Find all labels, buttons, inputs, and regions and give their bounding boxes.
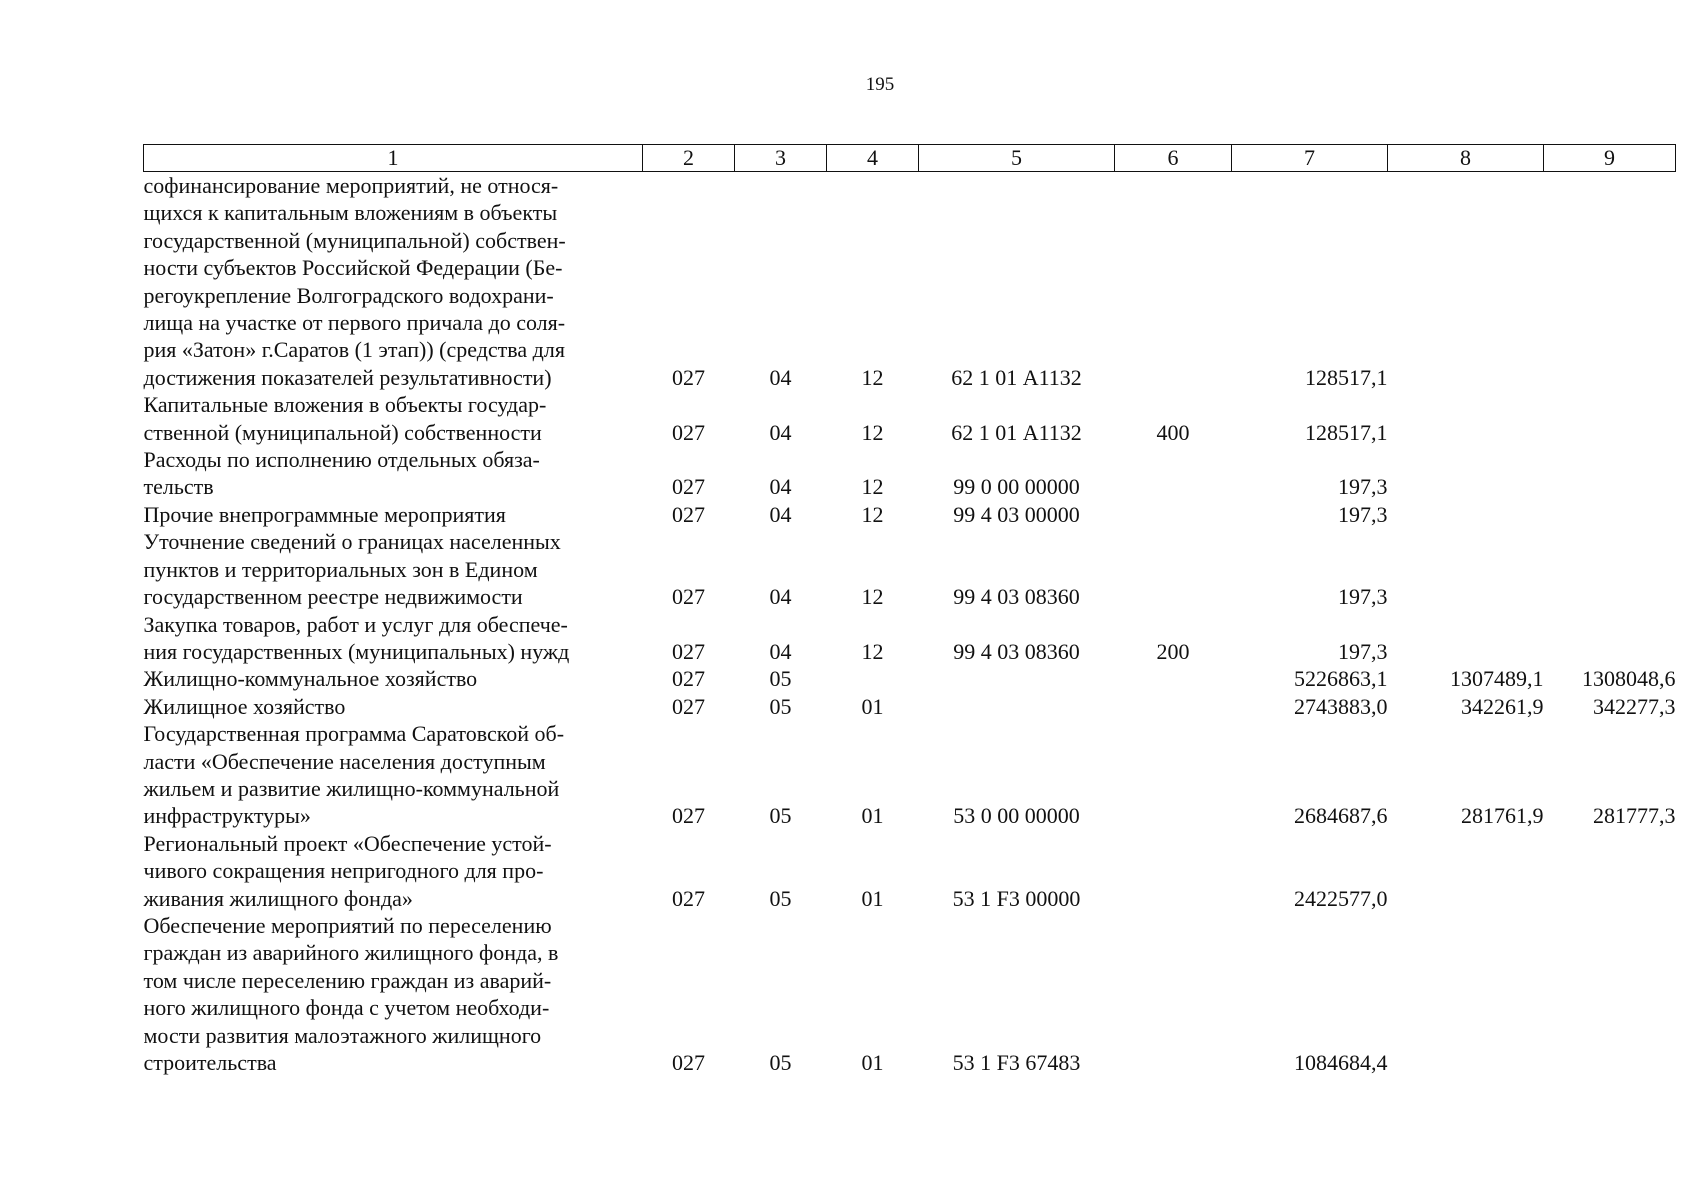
amount-cell <box>1388 446 1544 501</box>
description-line: ственной (муниципальной) собственности <box>143 419 542 445</box>
row-description <box>144 446 643 501</box>
target-article-cell <box>919 693 1115 720</box>
expense-type-cell <box>1115 446 1232 501</box>
section-code-cell: 05 <box>769 693 792 719</box>
subsection-code-cell: 01 <box>861 693 884 719</box>
ministry-code-cell: 027 <box>672 501 705 527</box>
ministry-code-cell: 027 <box>672 1050 705 1075</box>
section-code-cell: 04 <box>769 501 792 527</box>
description-line: Расходы по исполнению отдельных обяза- <box>143 447 540 473</box>
section-code-cell: 04 <box>769 419 792 445</box>
expense-type-cell <box>1115 172 1232 392</box>
column-header: 2 <box>643 145 735 172</box>
amount-cell: 5226863,1 <box>1294 666 1388 692</box>
subsection-code-cell: 12 <box>861 638 884 664</box>
budget-table <box>143 144 1676 1076</box>
expense-type-cell <box>1115 665 1232 692</box>
target-article-cell: 53 1 F3 00000 <box>952 885 1081 911</box>
description-line: Жилищно-коммунальное хозяйство <box>143 666 478 692</box>
description-line: живания жилищного фонда» <box>143 885 413 911</box>
description-line: инфраструктуры» <box>143 803 311 829</box>
amount-cell <box>1544 528 1676 610</box>
target-article-cell: 62 1 01 А1132 <box>951 419 1082 445</box>
description-line: Капитальные вложения в объекты государ- <box>143 392 547 418</box>
amount-cell: 281777,3 <box>1593 803 1676 829</box>
target-article-cell: 99 4 03 08360 <box>953 584 1080 610</box>
table-row <box>144 172 1676 392</box>
description-line: лища на участке от первого причала до соля- <box>143 310 566 336</box>
expense-type-cell <box>1115 912 1232 1076</box>
description-line: государственном реестре недвижимости <box>143 584 523 610</box>
subsection-code-cell: 12 <box>861 584 884 610</box>
row-description <box>144 665 643 692</box>
amount-cell: 2743883,0 <box>1294 693 1388 719</box>
column-header: 1 <box>144 145 643 172</box>
amount-cell <box>1544 912 1676 1076</box>
table-row <box>144 665 1676 692</box>
column-header: 9 <box>1544 145 1676 172</box>
ministry-code-cell: 027 <box>672 666 705 692</box>
description-line: щихся к капитальным вложениям в объекты <box>143 200 558 226</box>
column-header: 7 <box>1232 145 1388 172</box>
subsection-code-cell: 01 <box>861 1050 884 1075</box>
ministry-code-cell: 027 <box>672 364 705 390</box>
ministry-code-cell: 027 <box>672 474 705 500</box>
amount-cell: 2684687,6 <box>1294 803 1388 829</box>
description-line: Государственная программа Саратовской об- <box>143 721 565 747</box>
table-row <box>144 446 1676 501</box>
table-row <box>144 912 1676 1076</box>
section-code-cell: 05 <box>769 803 792 829</box>
section-code-cell: 05 <box>769 666 792 692</box>
description-line: софинансирование мероприятий, не относя- <box>143 173 559 198</box>
row-description <box>144 528 643 610</box>
column-header: 5 <box>919 145 1115 172</box>
description-line: ния государственных (муниципальных) нужд <box>143 638 570 664</box>
description-line: граждан из аварийного жилищного фонда, в <box>143 940 559 966</box>
subsection-code-cell: 12 <box>861 419 884 445</box>
expense-type-cell <box>1115 528 1232 610</box>
expense-type-cell <box>1115 830 1232 912</box>
amount-cell: 197,3 <box>1338 584 1388 610</box>
section-code-cell: 05 <box>769 1050 792 1075</box>
subsection-code-cell: 12 <box>861 474 884 500</box>
target-article-cell: 53 1 F3 67483 <box>952 1050 1081 1075</box>
page-number: 195 <box>865 74 895 95</box>
row-description <box>144 611 643 666</box>
table-row <box>144 720 1676 830</box>
section-code-cell: 04 <box>769 584 792 610</box>
row-description <box>144 912 643 1076</box>
amount-cell <box>1388 501 1544 528</box>
amount-cell <box>1544 446 1676 501</box>
target-article-cell: 62 1 01 А1132 <box>951 364 1082 390</box>
amount-cell <box>1388 528 1544 610</box>
description-line: ного жилищного фонда с учетом необходи- <box>143 995 550 1021</box>
description-line: рия «Затон» г.Саратов (1 этап)) (средства для <box>143 337 565 363</box>
target-article-cell <box>919 665 1115 692</box>
ministry-code-cell: 027 <box>672 693 705 719</box>
amount-cell: 281761,9 <box>1461 803 1544 829</box>
column-number-header-row <box>144 145 1676 172</box>
expense-type-cell: 200 <box>1156 638 1190 664</box>
ministry-code-cell: 027 <box>672 584 705 610</box>
expense-type-cell: 400 <box>1156 419 1190 445</box>
amount-cell: 1084684,4 <box>1294 1050 1388 1075</box>
description-line: Прочие внепрограммные мероприятия <box>143 501 506 527</box>
description-line: мости развития малоэтажного жилищного <box>143 1022 542 1048</box>
description-line: ласти «Обеспечение населения доступным <box>143 748 546 774</box>
amount-cell: 128517,1 <box>1305 364 1388 390</box>
table-row <box>144 391 1676 446</box>
column-header: 4 <box>827 145 919 172</box>
subsection-code-cell: 01 <box>861 885 884 911</box>
expense-type-cell <box>1115 501 1232 528</box>
amount-cell: 128517,1 <box>1305 419 1388 445</box>
amount-cell <box>1544 172 1676 392</box>
description-line: чивого сокращения непригодного для про- <box>143 858 544 884</box>
amount-cell: 197,3 <box>1338 501 1388 527</box>
target-article-cell: 99 0 00 00000 <box>953 474 1080 500</box>
subsection-code-cell: 01 <box>861 803 884 829</box>
amount-cell: 2422577,0 <box>1294 885 1388 911</box>
amount-cell <box>1544 391 1676 446</box>
table-row <box>144 528 1676 610</box>
description-line: Региональный проект «Обеспечение устой- <box>143 830 552 856</box>
ministry-code-cell: 027 <box>672 885 705 911</box>
target-article-cell: 53 0 00 00000 <box>953 803 1080 829</box>
table-row <box>144 501 1676 528</box>
description-line: том числе переселению граждан из аварий- <box>143 967 552 993</box>
row-description <box>144 172 643 392</box>
row-description <box>144 830 643 912</box>
subsection-code-cell: 12 <box>861 501 884 527</box>
description-line: строительства <box>143 1050 277 1075</box>
section-code-cell: 04 <box>769 638 792 664</box>
description-line: достижения показателей результативности) <box>143 364 552 390</box>
amount-cell: 197,3 <box>1338 474 1388 500</box>
amount-cell <box>1388 611 1544 666</box>
description-line: ности субъектов Российской Федерации (Бе- <box>143 255 563 281</box>
column-header: 3 <box>735 145 827 172</box>
description-line: Уточнение сведений о границах населенных <box>143 529 561 555</box>
section-code-cell: 05 <box>769 885 792 911</box>
subsection-code-cell: 12 <box>861 364 884 390</box>
row-description <box>144 720 643 830</box>
amount-cell: 342261,9 <box>1461 693 1544 719</box>
table-row <box>144 693 1676 720</box>
section-code-cell: 04 <box>769 474 792 500</box>
amount-cell: 342277,3 <box>1593 693 1676 719</box>
description-line: Закупка товаров, работ и услуг для обеспече- <box>143 611 568 637</box>
row-description <box>144 501 643 528</box>
row-description <box>144 391 643 446</box>
amount-cell <box>1544 830 1676 912</box>
table-row <box>144 611 1676 666</box>
expense-type-cell <box>1115 693 1232 720</box>
section-code-cell: 04 <box>769 364 792 390</box>
column-header: 8 <box>1388 145 1544 172</box>
description-line: государственной (муниципальной) собствен- <box>143 227 566 253</box>
description-line: регоукрепление Волгоградского водохрани- <box>143 282 554 308</box>
ministry-code-cell: 027 <box>672 803 705 829</box>
description-line: Жилищное хозяйство <box>143 693 346 719</box>
amount-cell <box>1388 912 1544 1076</box>
amount-cell <box>1388 830 1544 912</box>
expense-type-cell <box>1115 720 1232 830</box>
table-row <box>144 830 1676 912</box>
target-article-cell: 99 4 03 00000 <box>953 501 1080 527</box>
amount-cell: 1308048,6 <box>1582 666 1676 692</box>
target-article-cell: 99 4 03 08360 <box>953 638 1080 664</box>
amount-cell: 197,3 <box>1338 638 1388 664</box>
description-line: Обеспечение мероприятий по переселению <box>143 912 552 938</box>
ministry-code-cell: 027 <box>672 638 705 664</box>
column-header: 6 <box>1115 145 1232 172</box>
description-line: жильем и развитие жилищно-коммунальной <box>143 775 560 801</box>
table-body <box>144 172 1676 1077</box>
amount-cell: 1307489,1 <box>1450 666 1544 692</box>
ministry-code-cell: 027 <box>672 419 705 445</box>
amount-cell <box>1544 611 1676 666</box>
description-line: тельств <box>143 474 214 500</box>
amount-cell <box>1544 501 1676 528</box>
row-description <box>144 693 643 720</box>
amount-cell <box>1388 172 1544 392</box>
description-line: пунктов и территориальных зон в Едином <box>143 556 538 582</box>
subsection-code-cell <box>827 665 919 692</box>
amount-cell <box>1388 391 1544 446</box>
